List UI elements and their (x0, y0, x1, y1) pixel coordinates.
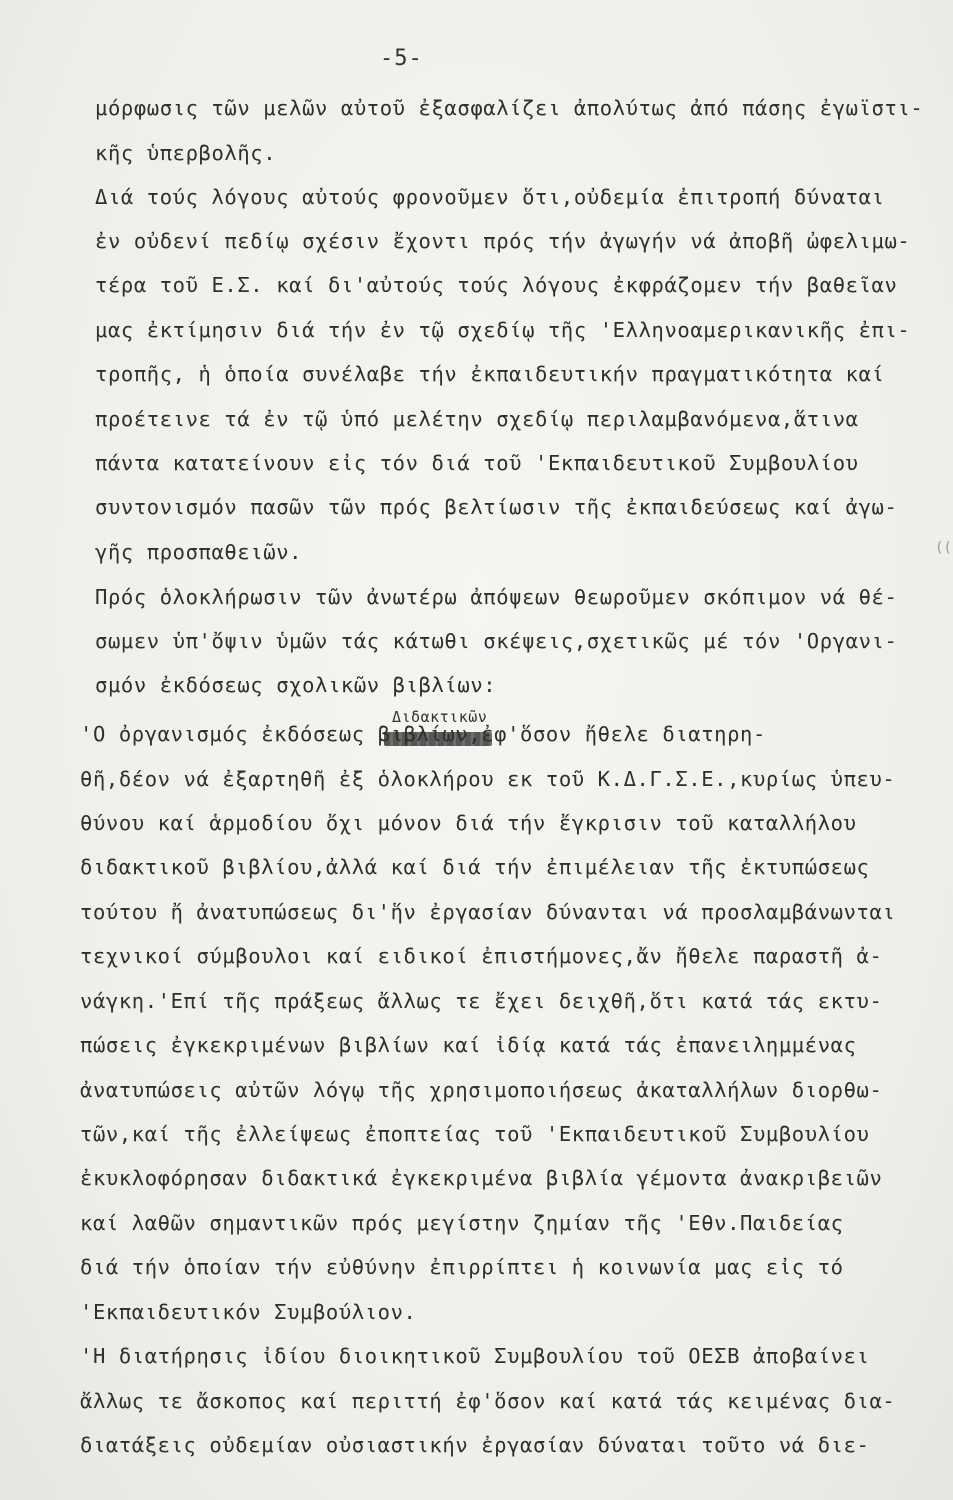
text-line: Πρός ὁλοκλήρωσιν τῶν ἀνωτέρω ἀπόψεων θεωροῦμεν σκόπιμον νά θέ- (95, 585, 898, 609)
text-line: συντονισμόν πασῶν τῶν πρός βελτίωσιν τῆς ἐκπαιδεύσεως καί ἀγω- (95, 495, 898, 519)
text-line: μας ἐκτίμησιν διά τήν ἐν τῷ σχεδίῳ τῆς 'Ελληνοαμερικανικῆς ἐπι- (95, 318, 911, 342)
handwritten-insertion: Διδακτικῶν (392, 708, 488, 726)
text-line: 'Η διατήρησις ἰδίου διοικητικοῦ Συμβουλίου τοῦ ΟΕΣΒ ἀποβαίνει (80, 1344, 870, 1368)
text-line: ἐκυκλοφόρησαν διδακτικά ἐγκεκριμένα βιβλία γέμοντα ἀνακριβειῶν (80, 1166, 883, 1190)
text-line: μόρφωσις τῶν μελῶν αὐτοῦ ἐξασφαλίζει ἀπολύτως ἀπό πάσης ἐγωϊστι- (95, 96, 924, 120)
text-line: γῆς προσπαθειῶν. (95, 540, 303, 564)
text-line: προέτεινε τά ἐν τῷ ὑπό μελέτην σχεδίῳ περιλαμβανόμενα,ἅτινα (95, 407, 859, 431)
text-line: καί λαθῶν σημαντικῶν πρός μεγίστην ζημίαν τῆς 'Εθν.Παιδείας (80, 1211, 844, 1235)
text-line: τεχνικοί σύμβουλοι καί ειδικοί ἐπιστήμονες,ἄν ἤθελε παραστῆ ἀ- (80, 944, 883, 968)
text-line: διδακτικοῦ βιβλίου,ἀλλά καί διά τήν ἐπιμέλειαν τῆς ἐκτυπώσεως (80, 855, 870, 879)
text-line: θύνου καί ἁρμοδίου ὄχι μόνον διά τήν ἔγκρισιν τοῦ καταλλήλου (80, 811, 857, 835)
text-line: κῆς ὑπερβολῆς. (95, 141, 277, 165)
text-line: 'Εκπαιδευτικόν Συμβούλιον. (80, 1300, 417, 1324)
text-line: τροπῆς, ἡ ὁποία συνέλαβε τήν ἐκπαιδευτικήν πραγματικότητα καί (95, 362, 885, 386)
margin-mark: (( (935, 540, 952, 556)
text-line: νάγκη.'Επί τῆς πράξεως ἄλλως τε ἔχει δειχθῆ,ὅτι κατά τάς εκτυ- (80, 989, 883, 1013)
text-line: θῆ,δέον νά ἐξαρτηθῆ ἐξ ὁλοκλήρου εκ τοῦ Κ.Δ.Γ.Σ.Ε.,κυρίως ὑπευ- (80, 767, 896, 791)
text-line: πάντα κατατείνουν εἰς τόν διά τοῦ 'Εκπαιδευτικοῦ Συμβουλίου (95, 451, 859, 475)
text-line: πώσεις ἐγκεκριμένων βιβλίων καί ἰδίᾳ κατά τάς ἐπανειλημμένας (80, 1033, 857, 1057)
text-line: 'Ο ὀργανισμός ἐκδόσεως βιβλίων,ἐφ'ὅσον ἤθελε διατηρη- (80, 722, 766, 746)
text-line: τούτου ἤ ἀνατυπώσεως δι'ἥν ἐργασίαν δύνανται νά προσλαμβάνωνται (80, 900, 896, 924)
text-line: διά τήν ὁποίαν τήν εὐθύνην ἐπιρρίπτει ἡ κοινωνία μας εἰς τό (80, 1255, 844, 1279)
text-line: σωμεν ὑπ'ὄψιν ὑμῶν τάς κάτωθι σκέψεις,σχετικῶς μέ τόν 'Οργανι- (95, 629, 898, 653)
page-number: -5- (380, 46, 423, 71)
text-line: ἐν οὐδενί πεδίῳ σχέσιν ἔχοντι πρός τήν ἀγωγήν νά ἀποβῆ ὠφελιμω- (95, 229, 911, 253)
text-line: διατάξεις οὐδεμίαν οὐσιαστικήν ἐργασίαν δύναται τοῦτο νά διε- (80, 1433, 870, 1457)
text-line: ἄλλως τε ἄσκοπος καί περιττή ἐφ'ὅσον καί κατά τάς κειμένας δια- (80, 1389, 896, 1413)
text-line: ἀνατυπώσεις αὐτῶν λόγῳ τῆς χρησιμοποιήσεως ἀκαταλλήλων διορθω- (80, 1078, 883, 1102)
text-line: Διά τούς λόγους αὐτούς φρονοῦμεν ὅτι,οὐδεμία ἐπιτροπή δύναται (95, 185, 885, 209)
text-line: τέρα τοῦ Ε.Σ. καί δι'αὐτούς τούς λόγους ἐκφράζομεν τήν βαθεῖαν (95, 273, 898, 297)
text-line: τῶν,καί τῆς ἐλλείψεως ἐποπτείας τοῦ 'Εκπαιδευτικοῦ Συμβουλίου (80, 1122, 870, 1146)
text-line: σμόν ἐκδόσεως σχολικῶν βιβλίων: (95, 673, 497, 697)
